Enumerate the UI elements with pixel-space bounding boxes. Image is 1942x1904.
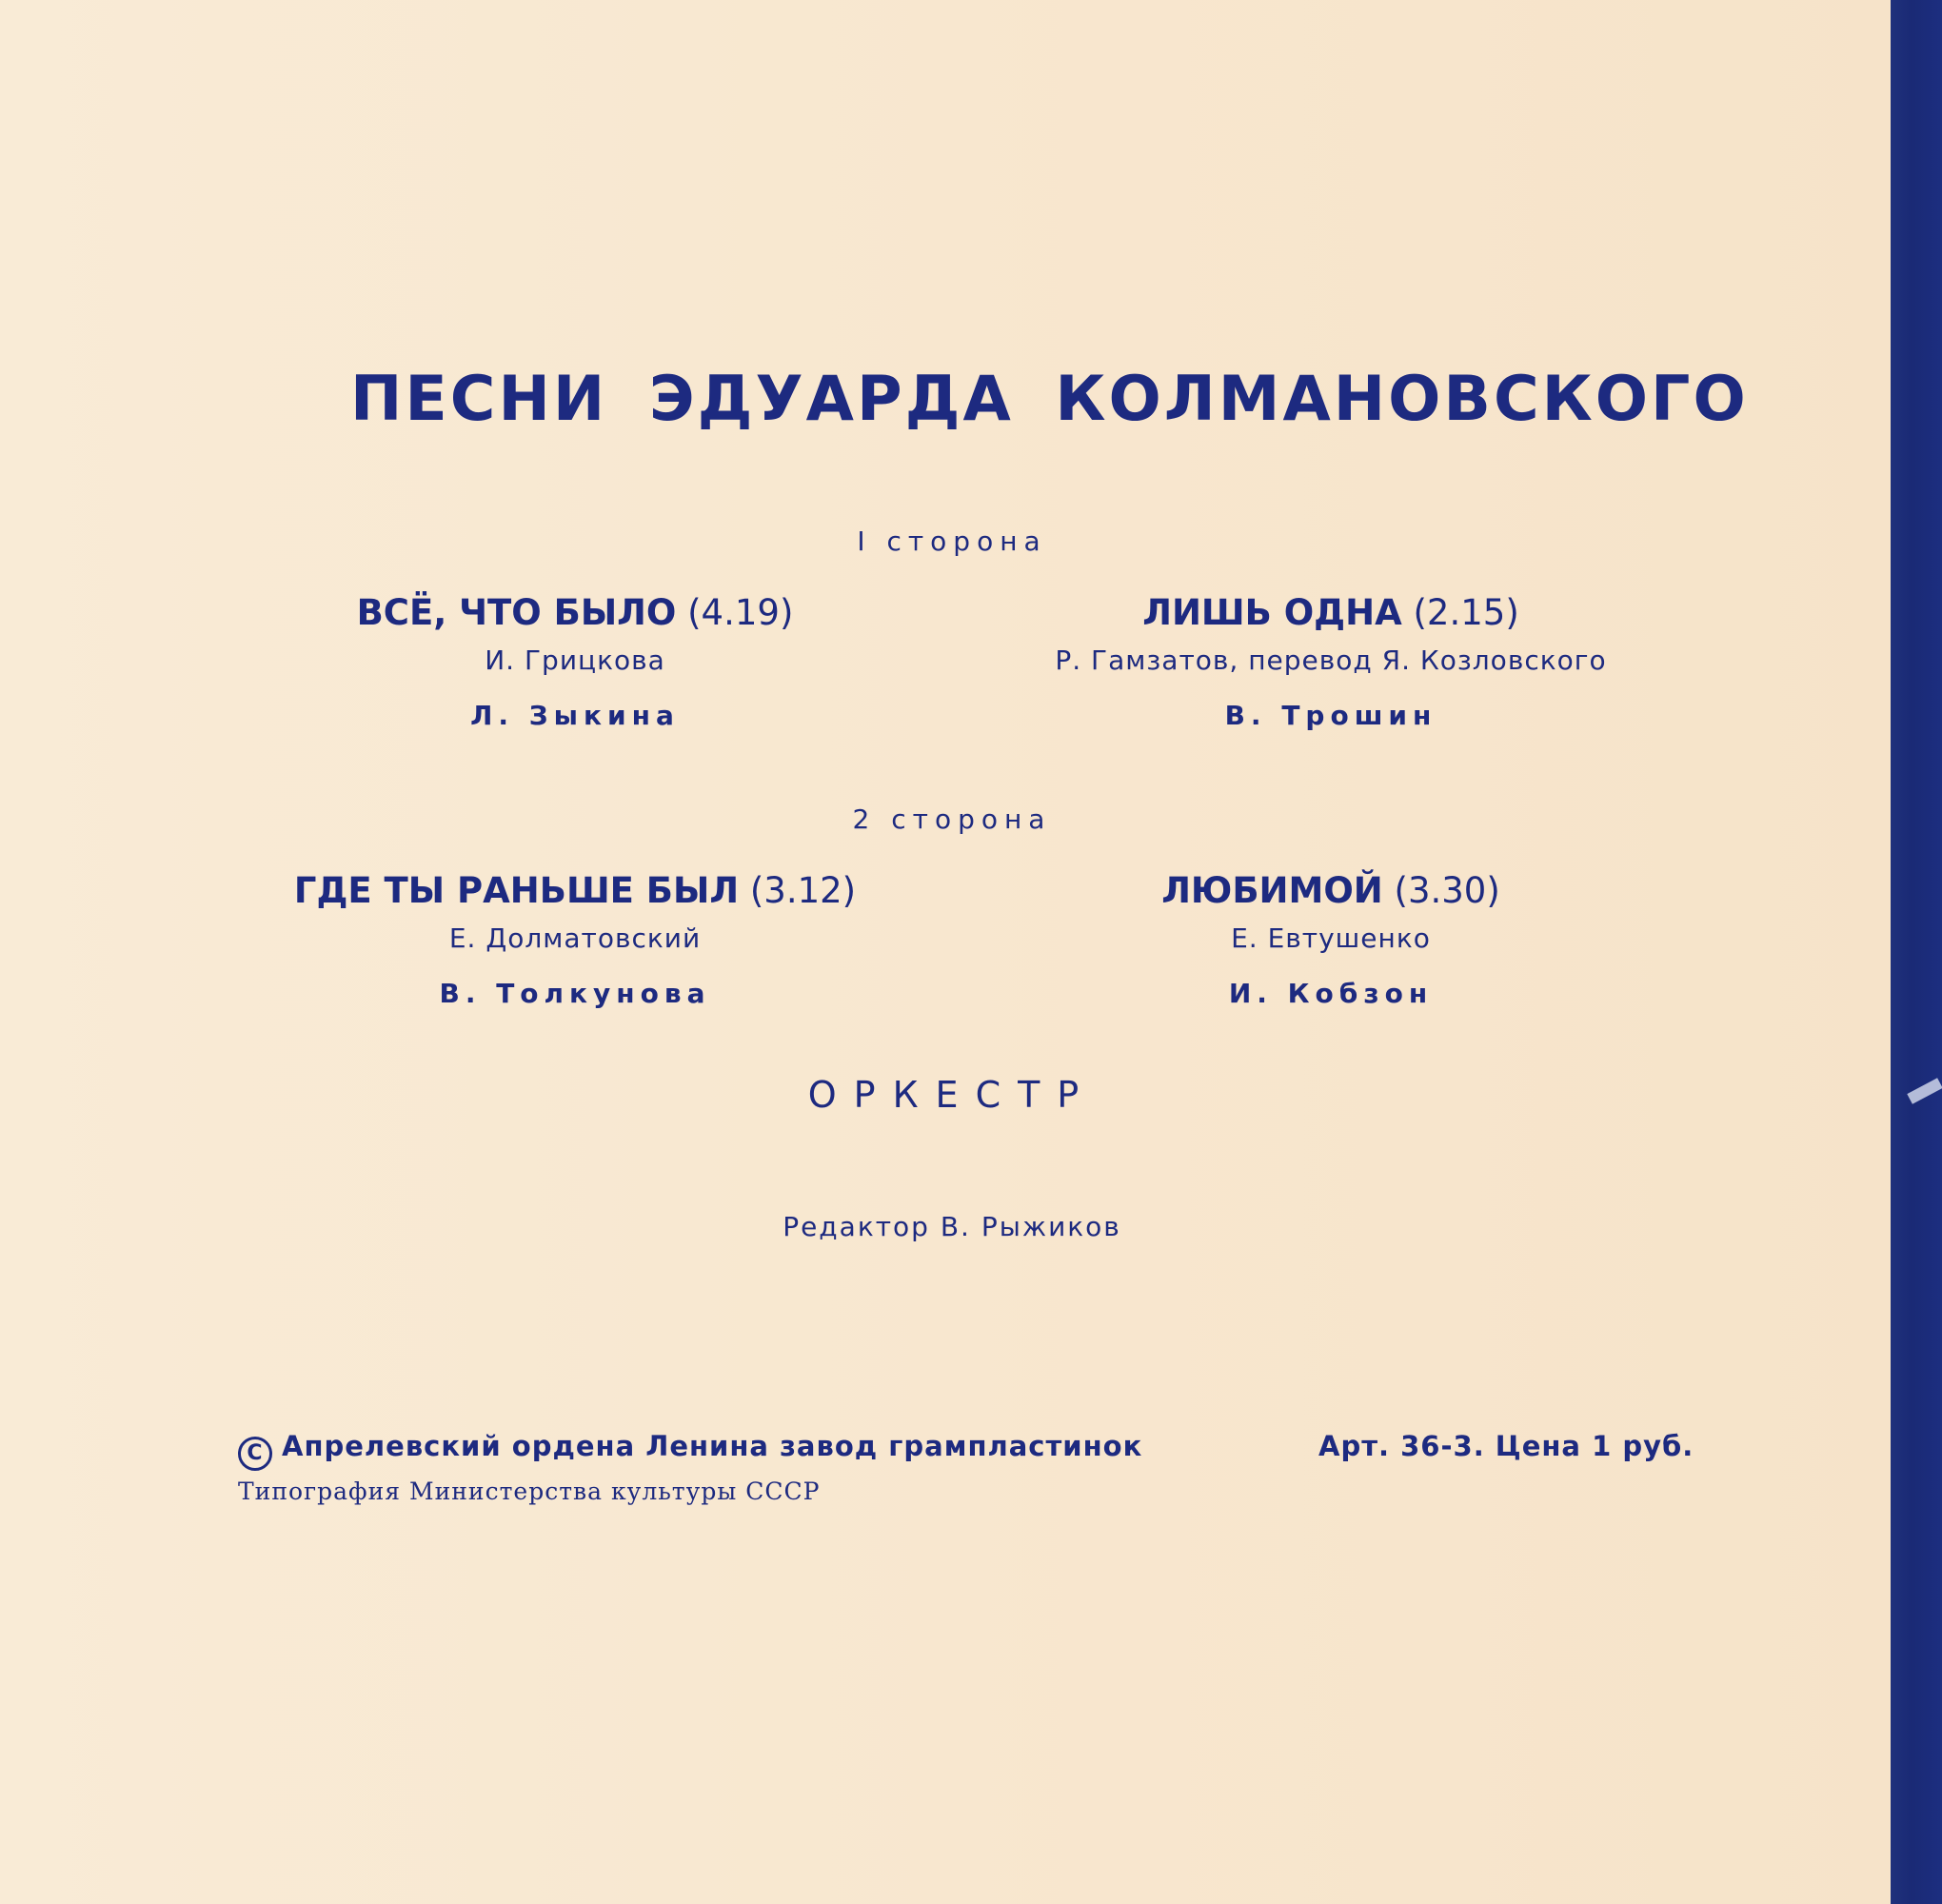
track-title-line: [213, 590, 937, 636]
track-title-line: [213, 868, 937, 914]
track-title: ЛИШЬ ОДНА: [1142, 592, 1402, 633]
track-performer: Л. Зыкина: [470, 700, 680, 731]
track-lyricist: Е. Евтушенко: [1231, 922, 1431, 954]
side-1-label: I сторона: [857, 526, 1047, 557]
track-lyricist: Р. Гамзатов, перевод Я. Козловского: [1055, 645, 1607, 676]
printer-line: Типография Министерства культуры СССР: [238, 1478, 821, 1505]
track-title: ГДЕ ТЫ РАНЬШЕ БЫЛ: [293, 870, 740, 911]
track-performer: И. Кобзон: [1228, 978, 1434, 1009]
track-duration: (3.12): [749, 870, 857, 911]
track-performer: В. Толкунова: [439, 978, 711, 1009]
track-duration: (4.19): [687, 592, 794, 633]
track-lyricist: И. Грицкова: [485, 645, 665, 676]
track-lyricist: Е. Долматовский: [448, 922, 702, 954]
track-3: [213, 868, 937, 1013]
manufacturer-text: Апрелевский ордена Ленина завод грампластинок: [282, 1430, 1143, 1462]
copyright-icon: C: [238, 1437, 272, 1471]
catalog-price: Арт. 36-3. Цена 1 руб.: [1318, 1430, 1694, 1462]
side-2-label: 2 сторона: [852, 803, 1052, 835]
album-title: ПЕСНИ ЭДУАРДА КОЛМАНОВСКОГО: [350, 364, 1749, 435]
blue-sleeve-edge: [1891, 0, 1942, 1904]
track-duration: (2.15): [1413, 592, 1519, 633]
track-title: ЛЮБИМОЙ: [1161, 870, 1383, 911]
editor-credit: Редактор В. Рыжиков: [783, 1211, 1121, 1242]
track-title: ВСЁ, ЧТО БЫЛО: [356, 592, 677, 633]
track-duration: (3.30): [1394, 870, 1500, 911]
track-title-line: [969, 590, 1693, 636]
track-4: [969, 868, 1693, 1013]
track-performer: В. Трошин: [1224, 700, 1437, 731]
orchestra-credit: ОРКЕСТР: [807, 1074, 1097, 1116]
track-2: [969, 590, 1693, 735]
track-1: [213, 590, 937, 735]
manufacturer-line: [238, 1430, 1142, 1471]
track-title-line: [969, 868, 1693, 914]
